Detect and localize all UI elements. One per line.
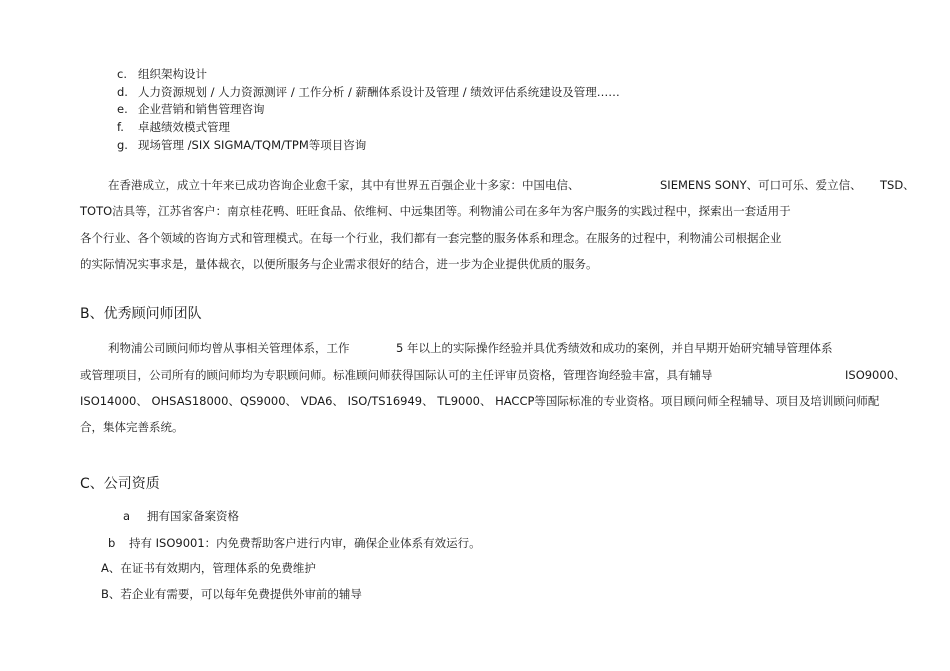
section-c-item-B: B、若企业有需要，可以每年免费提供外审前的辅导 [101, 587, 362, 601]
section-c-heading: C、公司资质 [80, 476, 160, 492]
section-b-line-1b: 5 年以上的实际操作经验并具优秀绩效和成功的案例，并自早期开始研究辅导管理体系 [396, 341, 833, 355]
intro-line-1c: TSD、 [880, 178, 915, 192]
list-marker: d. [117, 85, 128, 99]
list-text: 组织架构设计 [138, 67, 207, 81]
intro-line-2: TOTO洁具等，江苏省客户：南京桂花鸭、旺旺食品、依维柯、中远集团等。利物浦公司在多年为客户服务的实践过程中，探索出一套适用于 [80, 204, 791, 218]
section-b-line-1a: 利物浦公司顾问师均曾从事相关管理体系，工作 [108, 341, 350, 355]
list-item-g [117, 137, 366, 153]
list-text: 持有 ISO9001：内免费帮助客户进行内审，确保企业体系有效运行。 [129, 536, 481, 550]
section-c-item-a [123, 508, 239, 524]
list-text: 企业营销和销售管理咨询 [138, 102, 265, 116]
section-b-heading: B、优秀顾问师团队 [80, 306, 202, 322]
list-item-f [117, 119, 230, 135]
list-text: 拥有国家备案资格 [147, 509, 239, 523]
section-b-line-2a: 或管理项目，公司所有的顾问师均为专职顾问师。标准顾问师获得国际认可的主任评审员资格，管理咨询经验丰富，具有辅导 [80, 368, 713, 382]
intro-line-4: 的实际情况实事求是，量体裁衣，以便所服务与企业需求很好的结合，进一步为企业提供优质的服务。 [80, 257, 598, 271]
list-marker: a [123, 509, 131, 523]
list-marker: f. [117, 120, 124, 134]
intro-line-3: 各个行业、各个领域的咨询方式和管理模式。在每一个行业，我们都有一套完整的服务体系和理念。在服务的过程中，利物浦公司根据企业 [80, 231, 782, 245]
intro-line-1a: 在香港成立，成立十年来已成功咨询企业愈千家，其中有世界五百强企业十多家：中国电信、 [108, 178, 580, 192]
section-b-line-3: ISO14000、 OHSAS18000、QS9000、 VDA6、 ISO/TS16949、 TL9000、 HACCP等国际标准的专业资格。项目顾问师全程辅导、项目及培训顾问师配 [80, 394, 880, 408]
list-item-e [117, 101, 265, 117]
list-text: 人力资源规划 / 人力资源测评 / 工作分析 / 薪酬体系设计及管理 / 绩效评估系统建设及管理…… [138, 85, 620, 99]
list-item-d [117, 84, 620, 100]
section-c-item-b [108, 535, 481, 551]
list-item-c [117, 66, 207, 82]
list-marker: c. [117, 67, 127, 81]
section-b-line-2b: ISO9000、 [845, 368, 906, 382]
list-text: 卓越绩效模式管理 [138, 120, 230, 134]
intro-line-1b: SIEMENS SONY、可口可乐、爱立信、 [660, 178, 862, 192]
section-c-item-A: A、在证书有效期内，管理体系的免费维护 [101, 561, 316, 575]
list-text: 现场管理 /SIX SIGMA/TQM/TPM等项目咨询 [138, 138, 367, 152]
list-marker: e. [117, 102, 128, 116]
list-marker: g. [117, 138, 128, 152]
list-marker: b [108, 536, 116, 550]
section-b-line-4: 合，集体完善系统。 [80, 420, 184, 434]
